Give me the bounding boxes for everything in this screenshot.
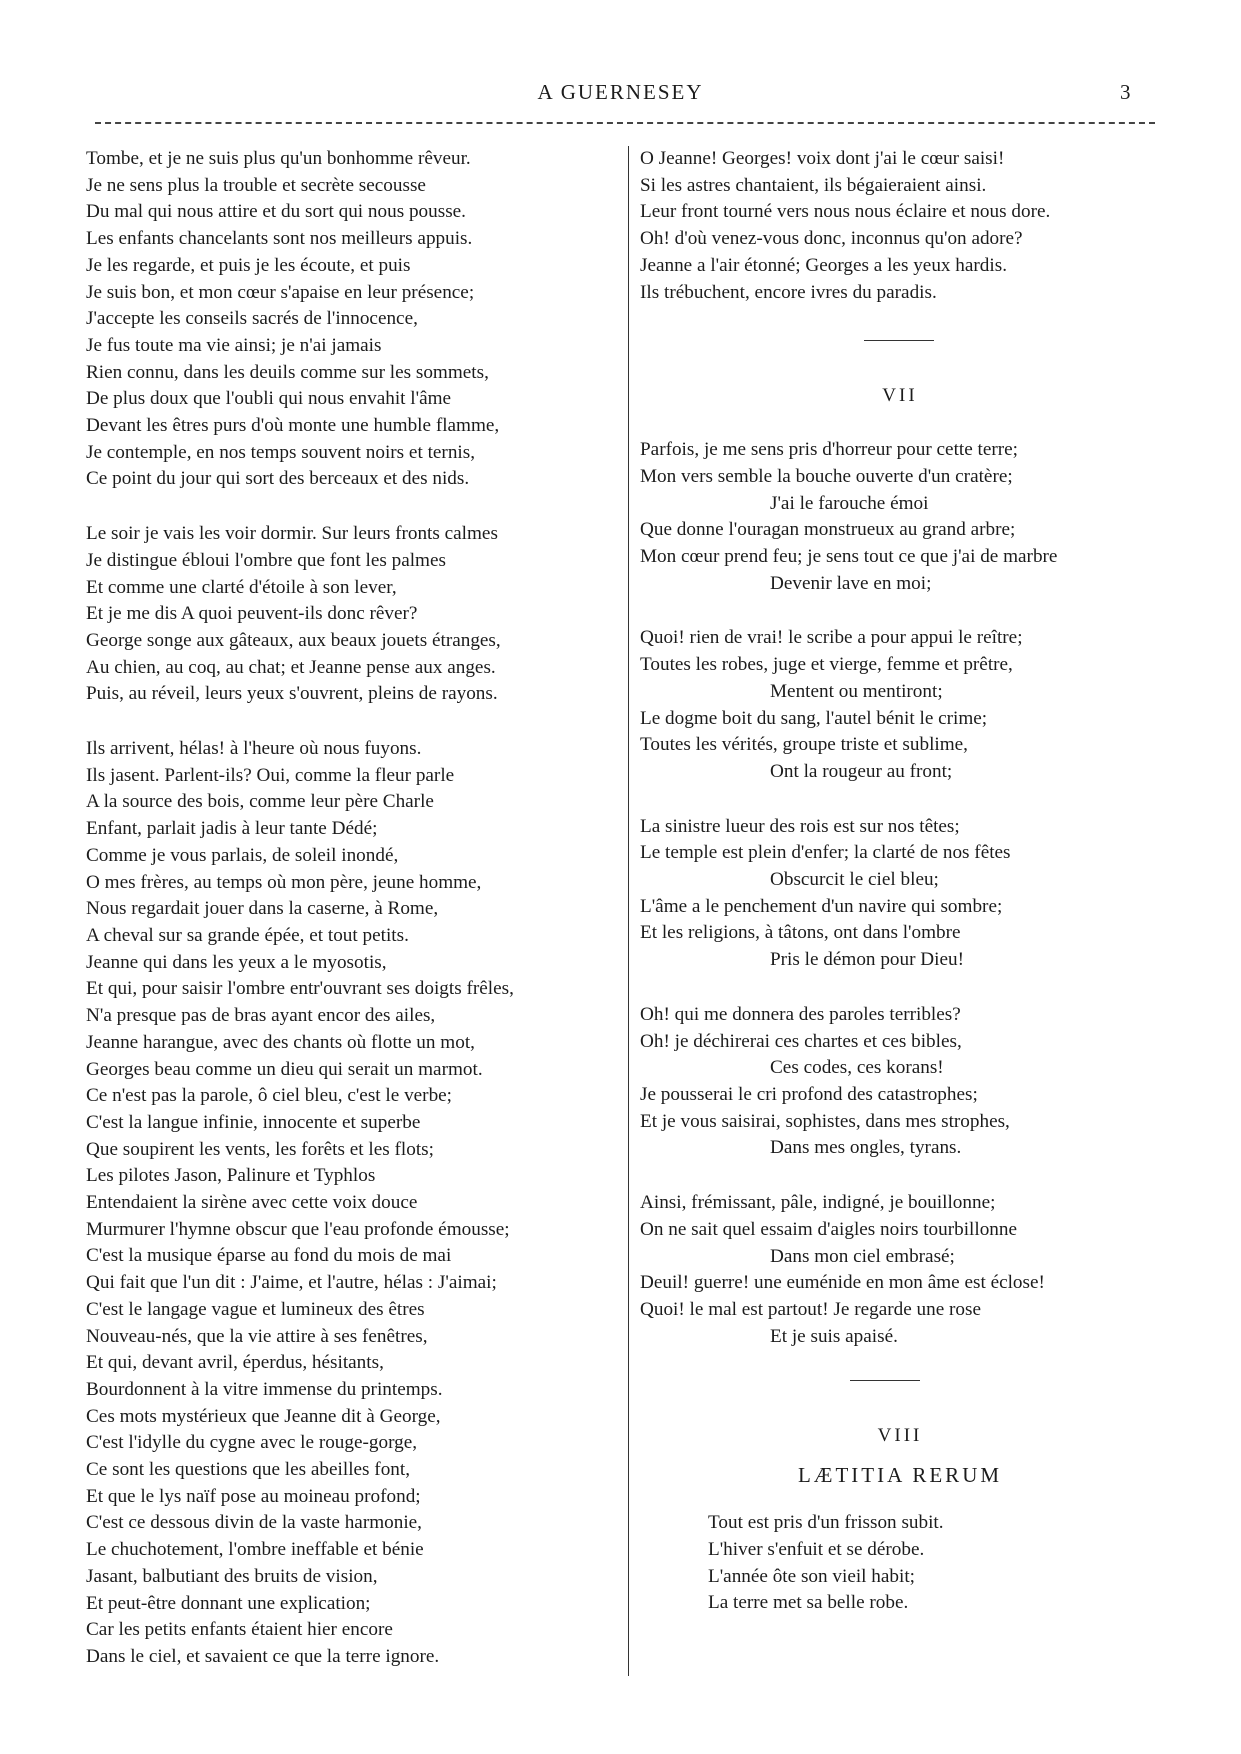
verse-line: Bourdonnent à la vitre immense du printemps. bbox=[86, 1378, 443, 1400]
verse-line: Je suis bon, et mon cœur s'apaise en leur présence; bbox=[86, 281, 475, 303]
verse-line: L'année ôte son vieil habit; bbox=[708, 1565, 915, 1587]
verse-line: Ces mots mystérieux que Jeanne dit à George, bbox=[86, 1405, 441, 1427]
verse-line: Dans mes ongles, tyrans. bbox=[770, 1137, 962, 1159]
section-subtitle: LÆTITIA RERUM bbox=[797, 1463, 1003, 1488]
verse-line: Le chuchotement, l'ombre ineffable et bénie bbox=[86, 1539, 424, 1561]
section-heading-viii: VIII bbox=[877, 1425, 923, 1447]
verse-line: Que soupirent les vents, les forêts et les flots; bbox=[86, 1138, 434, 1160]
verse-line: A la source des bois, comme leur père Charle bbox=[86, 791, 434, 813]
verse-line: Quoi! rien de vrai! le scribe a pour appui le reître; bbox=[640, 627, 1023, 649]
verse-line: A cheval sur sa grande épée, et tout petits. bbox=[86, 924, 409, 946]
stanza bbox=[640, 1002, 1160, 1162]
verse-line: Je pousserai le cri profond des catastrophes; bbox=[640, 1083, 978, 1105]
poem-laetitia-rerum bbox=[640, 1510, 1160, 1617]
verse-line: Mentent ou mentiront; bbox=[770, 680, 943, 702]
verse-line: N'a presque pas de bras ayant encor des ailes, bbox=[86, 1005, 436, 1027]
verse-line: C'est le langage vague et lumineux des êtres bbox=[86, 1298, 425, 1320]
verse-line: La terre met sa belle robe. bbox=[708, 1592, 909, 1614]
verse-line: Tombe, et je ne suis plus qu'un bonhomme rêveur. bbox=[86, 148, 471, 169]
verse-line: Nous regardait jouer dans la caserne, à Rome, bbox=[86, 898, 439, 920]
verse-line: Jeanne qui dans les yeux a le myosotis, bbox=[86, 951, 387, 973]
verse-line: Le dogme boit du sang, l'autel bénit le crime; bbox=[640, 707, 988, 729]
verse-line: C'est l'idylle du cygne avec le rouge-gorge, bbox=[86, 1432, 418, 1454]
page-number: 3 bbox=[1120, 80, 1131, 104]
verse-line: Oh! qui me donnera des paroles terribles? bbox=[640, 1003, 961, 1025]
verse-line: Comme je vous parlais, de soleil inondé, bbox=[86, 844, 399, 866]
verse-line: C'est ce dessous divin de la vaste harmonie, bbox=[86, 1512, 422, 1534]
verse-line: Deuil! guerre! une euménide en mon âme est éclose! bbox=[640, 1272, 1045, 1294]
running-head bbox=[0, 80, 1241, 110]
verse-line: L'âme a le penchement d'un navire qui sombre; bbox=[640, 895, 1003, 917]
verse-line: Murmurer l'hymne obscur que l'eau profonde émousse; bbox=[86, 1218, 510, 1240]
verse-line: Pris le démon pour Dieu! bbox=[770, 949, 964, 971]
verse-line: Ainsi, frémissant, pâle, indigné, je bouillonne; bbox=[640, 1192, 996, 1214]
verse-line: Ils trébuchent, encore ivres du paradis. bbox=[640, 281, 937, 303]
stanza bbox=[640, 814, 1160, 974]
verse-line: Je les regarde, et puis je les écoute, et puis bbox=[86, 254, 411, 276]
verse-line: Devenir lave en moi; bbox=[770, 572, 932, 594]
verse-line: Je distingue ébloui l'ombre que font les palmes bbox=[86, 549, 446, 571]
section-heading-vii: VII bbox=[882, 385, 918, 407]
stanza bbox=[86, 736, 626, 1671]
stanza bbox=[640, 1190, 1160, 1350]
verse-line: Qui fait que l'un dit : J'aime, et l'autre, hélas : J'aimai; bbox=[86, 1272, 497, 1294]
verse-line: O mes frères, au temps où mon père, jeune homme, bbox=[86, 871, 482, 893]
stanza bbox=[86, 521, 626, 708]
column-divider bbox=[628, 146, 629, 1676]
verse-line: Que donne l'ouragan monstrueux au grand arbre; bbox=[640, 519, 1016, 541]
verse-line: Toutes les robes, juge et vierge, femme et prêtre, bbox=[640, 654, 1013, 676]
stanza bbox=[86, 146, 626, 493]
verse-line: Je fus toute ma vie ainsi; je n'ai jamais bbox=[86, 334, 382, 356]
verse-line: Oh! d'où venez-vous donc, inconnus qu'on adore? bbox=[640, 228, 1023, 250]
verse-line: George songe aux gâteaux, aux beaux jouets étranges, bbox=[86, 629, 501, 651]
verse-line: Les enfants chancelants sont nos meilleurs appuis. bbox=[86, 228, 473, 250]
verse-line: Et je vous saisirai, sophistes, dans mes strophes, bbox=[640, 1110, 1010, 1132]
stanza bbox=[640, 625, 1160, 785]
verse-line: C'est la langue infinie, innocente et superbe bbox=[86, 1111, 421, 1133]
verse-line: Parfois, je me sens pris d'horreur pour cette terre; bbox=[640, 439, 1019, 461]
verse-line: Et comme une clarté d'étoile à son lever, bbox=[86, 576, 397, 598]
verse-line: Si les astres chantaient, ils bégaieraient ainsi. bbox=[640, 174, 987, 196]
verse-line: L'hiver s'enfuit et se dérobe. bbox=[708, 1539, 925, 1561]
verse-line: J'ai le farouche émoi bbox=[770, 492, 929, 514]
verse-line: Dans le ciel, et savaient ce que la terre ignore. bbox=[86, 1645, 440, 1667]
verse-line: Au chien, au coq, au chat; et Jeanne pense aux anges. bbox=[86, 656, 496, 678]
verse-line: Le soir je vais les voir dormir. Sur leurs fronts calmes bbox=[86, 523, 498, 545]
verse-line: Enfant, parlait jadis à leur tante Dédé; bbox=[86, 818, 378, 840]
verse-line: Car les petits enfants étaient hier encore bbox=[86, 1619, 393, 1641]
verse-line: Mon cœur prend feu; je sens tout ce que j'ai de marbre bbox=[640, 546, 1058, 568]
verse-line: Je ne sens plus la trouble et secrète secousse bbox=[86, 174, 426, 196]
left-column bbox=[86, 146, 626, 1699]
header-rule bbox=[95, 122, 1155, 124]
verse-line: C'est la musique éparse au fond du mois de mai bbox=[86, 1245, 452, 1267]
verse-line: Ce point du jour qui sort des berceaux et des nids. bbox=[86, 468, 470, 490]
verse-line: Et je me dis A quoi peuvent-ils donc rêver? bbox=[86, 603, 418, 625]
verse-line: O Jeanne! Georges! voix dont j'ai le cœur saisi! bbox=[640, 148, 1005, 169]
verse-line: Les pilotes Jason, Palinure et Typhlos bbox=[86, 1165, 376, 1187]
verse-line: Le temple est plein d'enfer; la clarté de nos fêtes bbox=[640, 842, 1011, 864]
verse-line: J'accepte les conseils sacrés de l'innocence, bbox=[86, 308, 418, 330]
verse-line: Puis, au réveil, leurs yeux s'ouvrent, pleins de rayons. bbox=[86, 683, 498, 705]
verse-line: Ces codes, ces korans! bbox=[770, 1057, 944, 1079]
verse-line: De plus doux que l'oubli qui nous envahit l'âme bbox=[86, 388, 452, 410]
verse-line: Ce n'est pas la parole, ô ciel bleu, c'est le verbe; bbox=[86, 1085, 453, 1107]
stanza bbox=[640, 146, 1160, 306]
verse-line: La sinistre lueur des rois est sur nos têtes; bbox=[640, 815, 960, 837]
verse-line: Ils jasent. Parlent-ils? Oui, comme la fleur parle bbox=[86, 764, 455, 786]
verse-line: Devant les êtres purs d'où monte une humble flamme, bbox=[86, 415, 500, 437]
verse-line: Nouveau-nés, que la vie attire à ses fenêtres, bbox=[86, 1325, 428, 1347]
verse-line: Rien connu, dans les deuils comme sur les sommets, bbox=[86, 361, 489, 383]
verse-line: Georges beau comme un dieu qui serait un marmot. bbox=[86, 1058, 483, 1080]
verse-line: Dans mon ciel embrasé; bbox=[770, 1245, 955, 1267]
verse-line: Tout est pris d'un frisson subit. bbox=[708, 1512, 944, 1534]
verse-line: Leur front tourné vers nous nous éclaire et nous dore. bbox=[640, 201, 1051, 223]
verse-line: Et je suis apaisé. bbox=[770, 1325, 898, 1347]
verse-line: Et les religions, à tâtons, ont dans l'ombre bbox=[640, 922, 961, 944]
running-title: A GUERNESEY bbox=[537, 80, 704, 104]
verse-line: Je contemple, en nos temps souvent noirs et ternis, bbox=[86, 441, 476, 463]
verse-line: Mon vers semble la bouche ouverte d'un cratère; bbox=[640, 465, 1013, 487]
right-column bbox=[640, 146, 1160, 1617]
verse-line: Jasant, balbutiant des bruits de vision, bbox=[86, 1565, 378, 1587]
verse-line: Obscurcit le ciel bleu; bbox=[770, 869, 939, 891]
verse-line: Ils arrivent, hélas! à l'heure où nous fuyons. bbox=[86, 738, 422, 760]
verse-line: Et qui, pour saisir l'ombre entr'ouvrant ses doigts frêles, bbox=[86, 978, 514, 1000]
verse-line: Du mal qui nous attire et du sort qui nous pousse. bbox=[86, 201, 466, 223]
verse-line: Jeanne a l'air étonné; Georges a les yeux hardis. bbox=[640, 254, 1007, 276]
verse-line: Oh! je déchirerai ces chartes et ces bibles, bbox=[640, 1030, 962, 1052]
verse-line: Jeanne harangue, avec des chants où flotte un mot, bbox=[86, 1031, 475, 1053]
verse-line: Ont la rougeur au front; bbox=[770, 760, 953, 782]
verse-line: Quoi! le mal est partout! Je regarde une rose bbox=[640, 1298, 981, 1320]
section-separator bbox=[850, 1380, 920, 1381]
verse-line: Et qui, devant avril, éperdus, hésitants, bbox=[86, 1352, 384, 1374]
verse-line: Entendaient la sirène avec cette voix douce bbox=[86, 1192, 418, 1214]
verse-line: Ce sont les questions que les abeilles font, bbox=[86, 1459, 411, 1481]
verse-line: Et que le lys naïf pose au moineau profond; bbox=[86, 1485, 421, 1507]
verse-line: Et peut-être donnant une explication; bbox=[86, 1592, 371, 1614]
stanza bbox=[640, 437, 1160, 597]
verse-line: Toutes les vérités, groupe triste et sublime, bbox=[640, 734, 968, 756]
section-separator bbox=[864, 340, 934, 341]
verse-line: On ne sait quel essaim d'aigles noirs tourbillonne bbox=[640, 1218, 1018, 1240]
